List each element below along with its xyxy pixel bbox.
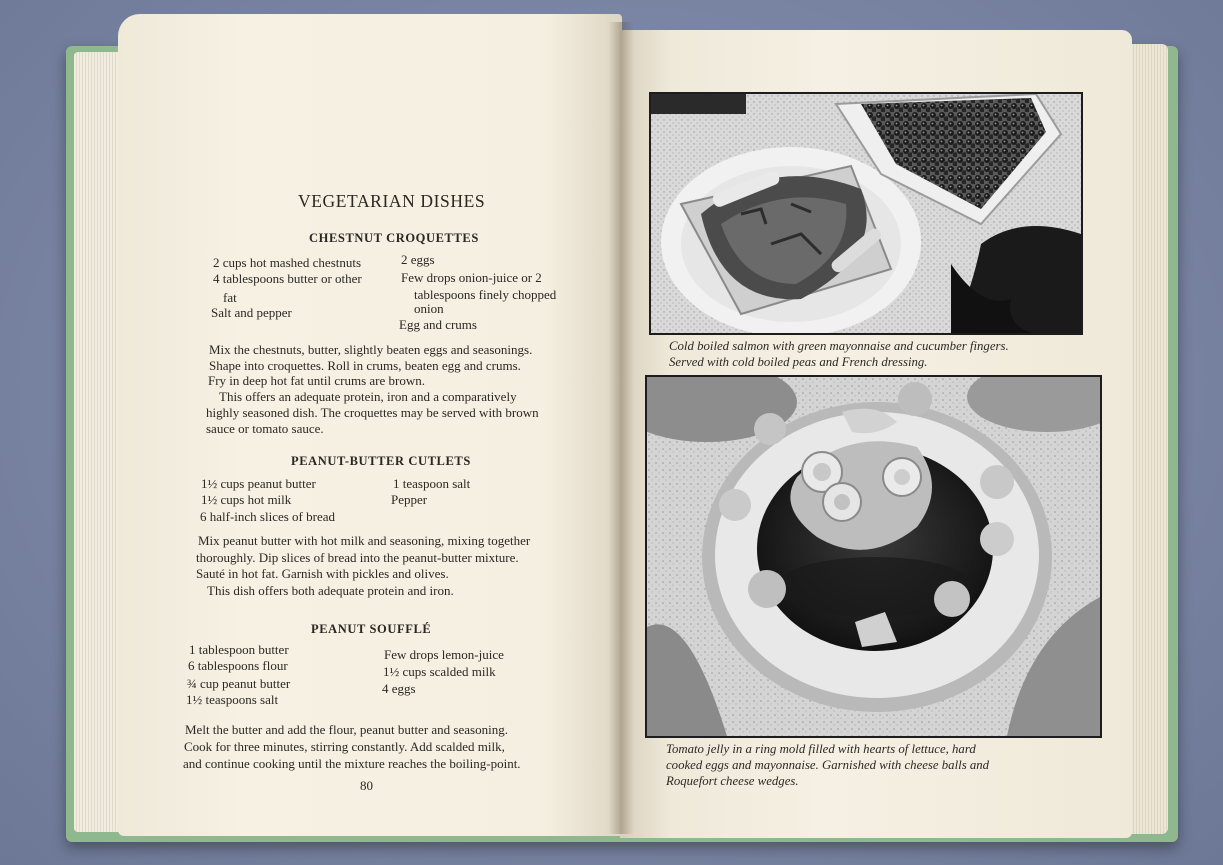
recipe-title-peanut-souffle: PEANUT SOUFFLÉ	[311, 622, 432, 636]
recipe-title-chestnut-croquettes: CHESTNUT CROQUETTES	[309, 231, 479, 245]
method-line: Shape into croquettes. Roll in crums, beaten egg and crums.	[209, 358, 521, 373]
photo-salmon-image	[651, 94, 1081, 333]
ingredient: Salt and pepper	[211, 305, 292, 320]
photo-tomato-jelly	[645, 375, 1102, 738]
ingredient: 4 tablespoons butter or other	[213, 271, 362, 286]
ingredient: 4 eggs	[382, 681, 416, 696]
photo-tomato-jelly-image	[647, 377, 1100, 736]
ingredient: Pepper	[391, 492, 428, 507]
method-line: sauce or tomato sauce.	[206, 421, 324, 436]
ingredient: tablespoons finely chopped	[414, 287, 557, 302]
method-line: Melt the butter and add the flour, peanut butter and seasoning.	[185, 722, 508, 737]
method-line: highly seasoned dish. The croquettes may be served with brown	[206, 405, 539, 420]
section-title: VEGETARIAN DISHES	[298, 191, 486, 211]
ingredient: Egg and crums	[399, 317, 477, 332]
method-line: Fry in deep hot fat until crums are brown.	[208, 373, 425, 388]
page-number: 80	[360, 778, 373, 793]
ingredient: 1 teaspoon salt	[393, 476, 471, 491]
method-line: This dish offers both adequate protein and iron.	[207, 583, 454, 598]
photo-salmon-plate	[649, 92, 1083, 335]
method-line: Mix the chestnuts, butter, slightly beaten eggs and seasonings.	[209, 342, 533, 357]
ingredient: onion	[414, 301, 444, 316]
book-gutter	[608, 22, 634, 834]
method-line: Sauté in hot fat. Garnish with pickles and olives.	[196, 566, 449, 581]
ingredient: 1½ cups peanut butter	[201, 476, 316, 491]
ingredient: 1½ teaspoons salt	[186, 692, 279, 707]
ingredient: 2 eggs	[401, 252, 435, 267]
method-line: Cook for three minutes, stirring constantly. Add scalded milk,	[184, 739, 505, 754]
photo-caption-line: Cold boiled salmon with green mayonnaise and cucumber fingers.	[669, 339, 1009, 353]
ingredient: 6 half-inch slices of bread	[200, 509, 336, 524]
photo-caption-line: Tomato jelly in a ring mold filled with hearts of lettuce, hard	[666, 742, 976, 756]
ingredient: 1½ cups scalded milk	[383, 664, 496, 679]
ingredient: 1½ cups hot milk	[201, 492, 292, 507]
photo-caption-line: Served with cold boiled peas and French dressing.	[669, 355, 928, 369]
left-page	[118, 14, 622, 836]
ingredient: 2 cups hot mashed chestnuts	[213, 255, 362, 270]
photo-caption-line: cooked eggs and mayonnaise. Garnished with cheese balls and	[666, 758, 990, 772]
ingredient: fat	[223, 290, 237, 305]
ingredient: ¾ cup peanut butter	[187, 676, 291, 691]
recipe-title-peanut-butter-cutlets: PEANUT-BUTTER CUTLETS	[291, 454, 471, 468]
ingredient: 1 tablespoon butter	[189, 642, 289, 657]
photo-caption-line: Roquefort cheese wedges.	[666, 774, 799, 788]
ingredient: Few drops lemon-juice	[384, 647, 504, 662]
ingredient: Few drops onion-juice or 2	[401, 270, 542, 285]
method-line: Mix peanut butter with hot milk and seasoning, mixing together	[198, 533, 531, 548]
method-line: thoroughly. Dip slices of bread into the peanut-butter mixture.	[196, 550, 519, 565]
ingredient: 6 tablespoons flour	[188, 658, 288, 673]
method-line: and continue cooking until the mixture reaches the boiling-point.	[183, 756, 521, 771]
method-line: This offers an adequate protein, iron and a comparatively	[219, 389, 517, 404]
